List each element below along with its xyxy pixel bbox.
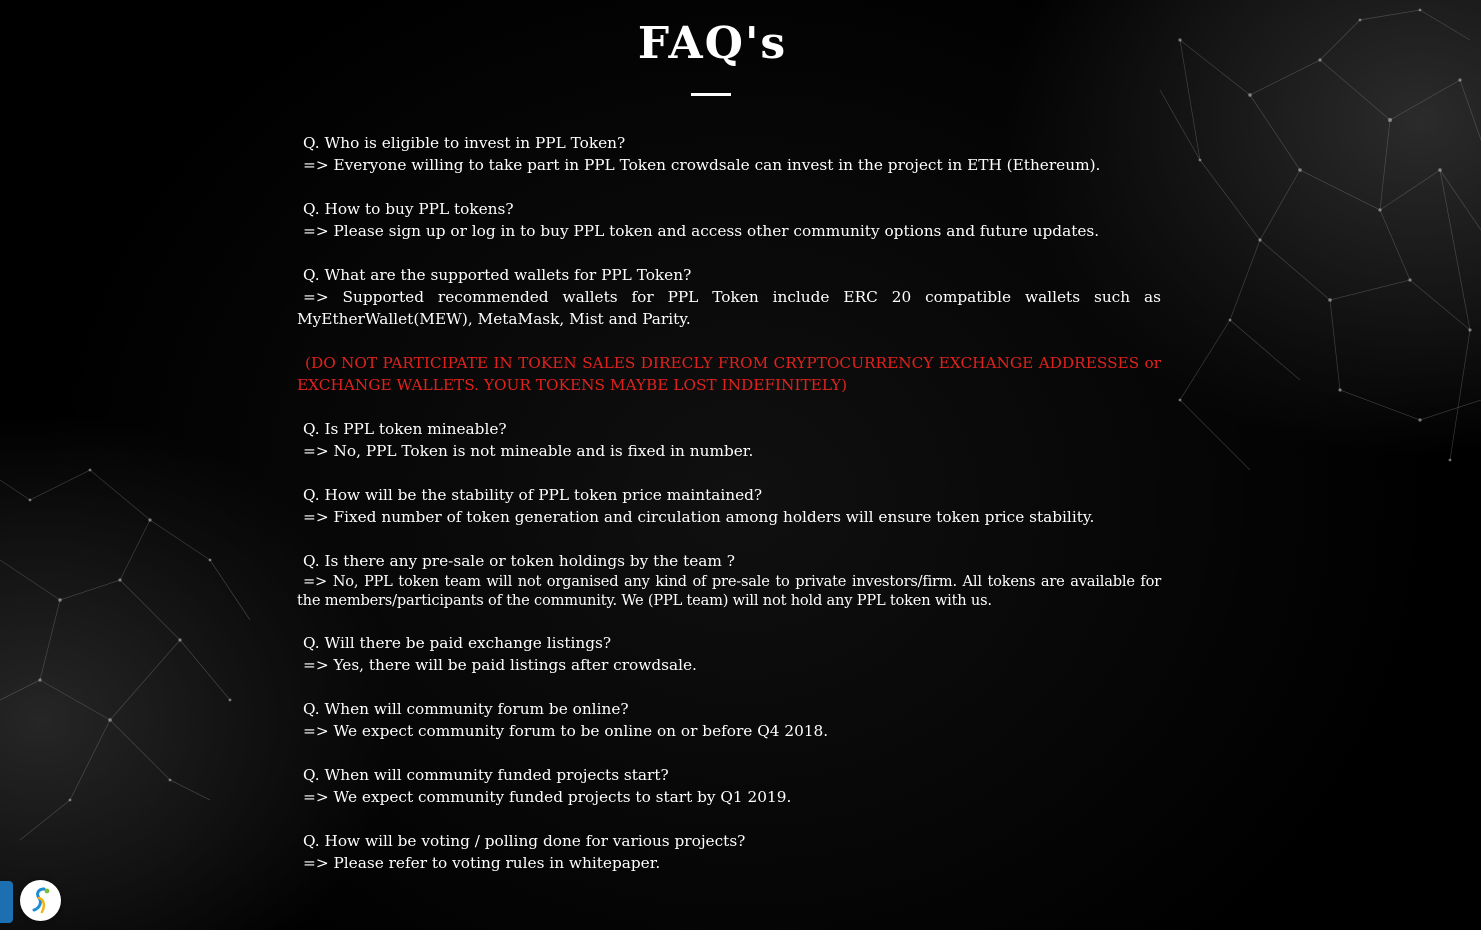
faq-question: Q. How to buy PPL tokens? xyxy=(303,200,514,218)
faq-item xyxy=(297,484,1161,528)
faq-item xyxy=(297,418,1161,462)
faq-answer: => Please sign up or log in to buy PPL token and access other community options and future updates. xyxy=(303,222,1100,240)
faq-answer: => Supported recommended wallets for PPL Token include ERC 20 compatible wallets such as MyEtherWallet(MEW), MetaMask, Mist and Parity. xyxy=(297,288,1161,328)
faq-question: Q. When will community forum be online? xyxy=(303,700,629,718)
faq-answer: => Please refer to voting rules in whitepaper. xyxy=(303,854,661,872)
faq-answer: => No, PPL Token is not mineable and is fixed in number. xyxy=(303,442,754,460)
faq-question: Q. How will be the stability of PPL token price maintained? xyxy=(303,486,763,504)
faq-question: Q. Who is eligible to invest in PPL Token? xyxy=(303,134,626,152)
faq-question: Q. What are the supported wallets for PPL Token? xyxy=(303,266,692,284)
title-divider xyxy=(691,93,731,96)
faq-item xyxy=(297,198,1161,242)
chat-side-tab[interactable] xyxy=(0,881,13,923)
faq-item xyxy=(297,632,1161,676)
faq-answer: => Everyone willing to take part in PPL Token crowdsale can invest in the project in ETH (Ethereum). xyxy=(303,156,1101,174)
chat-widget-button[interactable] xyxy=(20,880,61,921)
faq-question: Q. Will there be paid exchange listings? xyxy=(303,634,612,652)
faq-question: Q. When will community funded projects start? xyxy=(303,766,669,784)
faq-item xyxy=(297,550,1161,610)
faq-answer: => No, PPL token team will not organised any kind of pre-sale to private investors/firm. All tokens are available for the members/participants of the community. We (PPL team) will not hold any PPL token with us. xyxy=(297,573,1161,609)
faq-item xyxy=(297,698,1161,742)
chat-logo-icon xyxy=(28,886,54,916)
faq-answer: => Fixed number of token generation and circulation among holders will ensure token price stability. xyxy=(303,508,1095,526)
faq-question: Q. Is PPL token mineable? xyxy=(303,420,507,438)
faq-item xyxy=(297,132,1161,176)
page-title: FAQ's xyxy=(637,18,788,69)
faq-question: Q. How will be voting / polling done for various projects? xyxy=(303,832,746,850)
warning-notice: (DO NOT PARTICIPATE IN TOKEN SALES DIRECLY FROM CRYPTOCURRENCY EXCHANGE ADDRESSES or EXCHANGE WALLETS. YOUR TOKENS MAYBE LOST INDEFINITELY) xyxy=(297,354,1161,394)
faq-item xyxy=(297,764,1161,808)
faq-item xyxy=(297,264,1161,330)
faq-answer: => We expect community funded projects to start by Q1 2019. xyxy=(303,788,792,806)
faq-item xyxy=(297,830,1161,874)
faq-answer: => Yes, there will be paid listings after crowdsale. xyxy=(303,656,697,674)
faq-answer: => We expect community forum to be online on or before Q4 2018. xyxy=(303,722,829,740)
faq-list xyxy=(297,132,1161,896)
faq-question: Q. Is there any pre-sale or token holdings by the team ? xyxy=(303,552,735,570)
